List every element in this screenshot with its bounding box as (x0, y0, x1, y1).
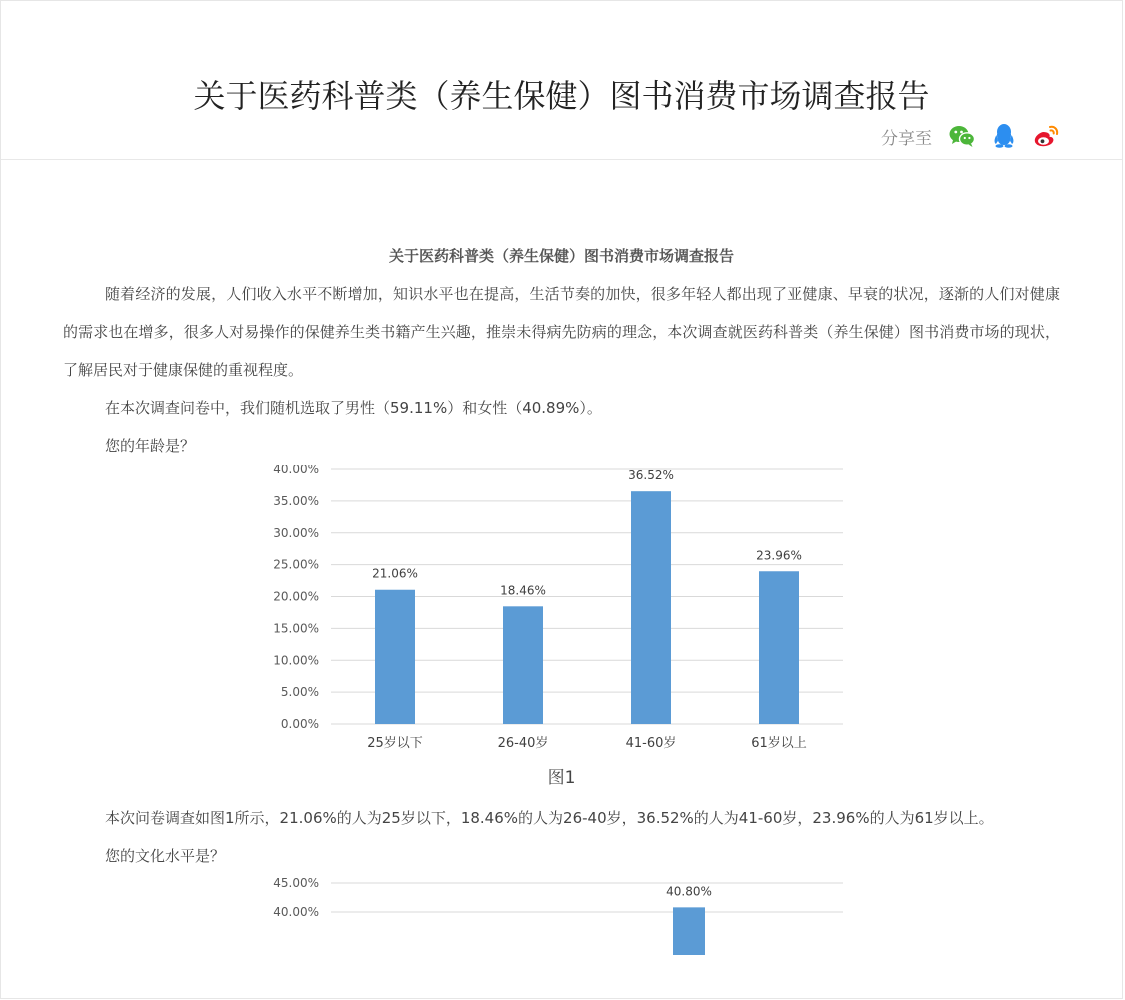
y-tick-label: 40.00% (273, 905, 319, 919)
data-label: 36.52% (628, 468, 674, 483)
bar (759, 571, 799, 724)
y-tick-label: 45.00% (273, 876, 319, 890)
age-chart-container (63, 465, 1064, 765)
education-bar-chart (63, 875, 1064, 955)
weibo-icon[interactable] (1032, 123, 1060, 149)
intro-paragraph: 随着经济的发展，人们收入水平不断增加，知识水平也在提高，生活节奏的加快，很多年轻人都出现了亚健康、早衰的状况，逐渐的人们对健康的需求也在增多，很多人对易操作的保健养生类书籍产生兴趣，推崇未得病先防病的理念，本次调查就医药科普类（养生保健）图书消费市场的现状，了解居民对于健康保健的重视程度。 (63, 285, 1060, 379)
bar (673, 907, 705, 955)
article-body (63, 241, 1060, 955)
y-tick-label: 0.00% (280, 717, 319, 731)
y-tick-label: 5.00% (280, 685, 319, 700)
data-label: 40.80% (666, 884, 712, 899)
age-summary-paragraph: 本次问卷调查如图1所示，21.06%的人为25岁以下，18.46%的人为26-40岁，36.52%的人为41-60岁，23.96%的人为61岁以上。 (105, 809, 994, 827)
y-tick-label: 10.00% (273, 653, 319, 668)
page-title: 关于医药科普类（养生保健）图书消费市场调查报告 (193, 77, 930, 116)
education-question: 您的文化水平是？ (105, 847, 226, 865)
y-tick-label: 20.00% (273, 589, 319, 604)
bar (503, 606, 543, 724)
page-header (1, 1, 1122, 160)
data-label: 18.46% (500, 583, 546, 598)
y-tick-label: 30.00% (273, 525, 319, 540)
wechat-icon[interactable] (948, 123, 976, 149)
education-chart-container (63, 875, 1064, 955)
x-tick-label: 61岁以上 (751, 736, 807, 751)
x-tick-label: 41-60岁 (625, 736, 677, 751)
y-tick-label: 15.00% (273, 621, 319, 636)
y-tick-label: 25.00% (273, 557, 319, 572)
bar (375, 590, 415, 724)
share-bar (881, 123, 1060, 149)
y-tick-label: 35.00% (273, 493, 319, 508)
share-label: 分享至 (881, 128, 932, 149)
y-tick-label: 40.00% (273, 465, 319, 476)
figure-1-caption: 图1 (547, 768, 576, 788)
bar (631, 491, 671, 724)
age-bar-chart (63, 465, 1064, 765)
data-label: 23.96% (756, 548, 802, 563)
qq-icon[interactable] (990, 123, 1018, 149)
x-tick-label: 25岁以下 (367, 736, 423, 751)
article-title: 关于医药科普类（养生保健）图书消费市场调查报告 (388, 247, 734, 265)
x-tick-label: 26-40岁 (497, 736, 549, 751)
data-label: 21.06% (372, 566, 418, 581)
gender-paragraph: 在本次调查问卷中，我们随机选取了男性（59.11%）和女性（40.89%）。 (105, 399, 602, 417)
age-question: 您的年龄是？ (105, 437, 196, 455)
